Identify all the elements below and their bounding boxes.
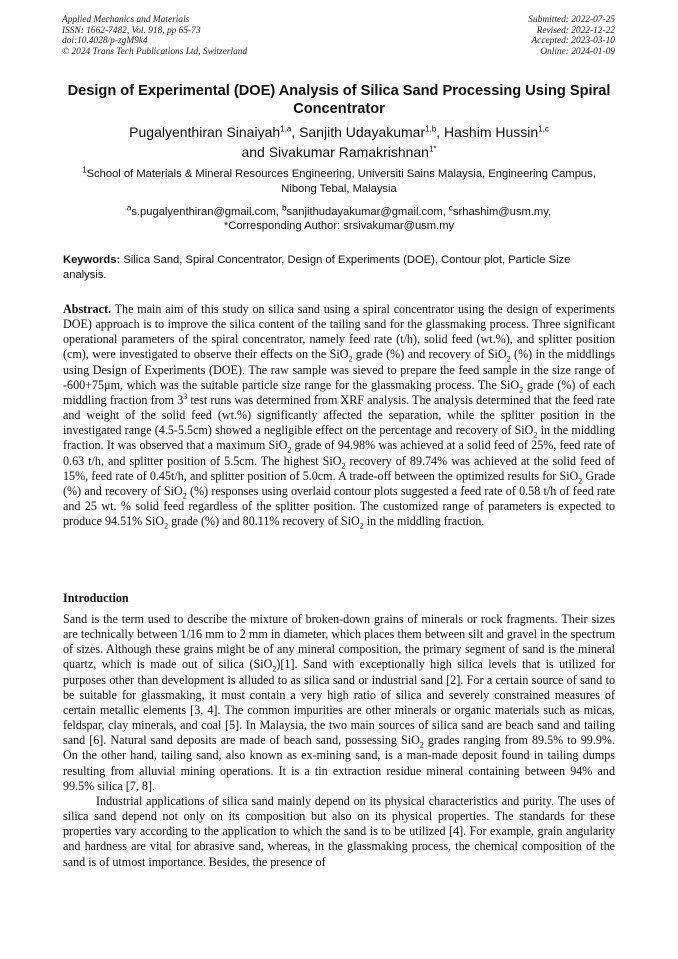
paragraph-text: grades ranging from 89.5% to 99.9%. On the other hand, tailing sand, also known as ex-mining sand, is a man-made deposit found in tailing dumps resulting from alluvial mining operations. It is a tin extraction residue mineral containing between 94% and 99.5% silica [7, 8]. — [63, 733, 615, 793]
subscript: 2 — [419, 740, 424, 750]
abstract-text: The main aim of this study on silica sand using a spiral concentrator using the design of experiments DOE) approach is to improve the silica content of the tailing sand for the glassmaking process. Three significant operational parameters of the spiral concentrator, namely feed rate (t/h), solid feed (wt.%), and splitter position (cm), were investigated to observe their effects on the SiO — [63, 302, 616, 362]
paragraph-text: )[1]. Sand with exceptionally high silica levels that is utilized for purposes other than development is alluded to as silica sand or industrial sand [2]. For a certain source of sand to be suitable for glassmaking, it must contain a very high ratio of silica and severely constrained measures of certain metallic elements [3, 4]. The common impurities are other minerals or organic materials such as micas, feldspar, clay minerals, and coal [5]. In Malaysia, the two main sources of silica sand are beach sand and tailing sand [6]. Natural sand deposits are made of beach sand, possessing SiO — [63, 657, 615, 748]
author-emails: $^a$s.pugalyenthiran@gmail.com, $^b$sanjithudayakumar@gmail.com, $^c$srhashim@usm.my, *Corresponding Author: srsivakumar@usm.my — [126, 203, 552, 233]
abstract-text: test runs was determined from XRF analysis. The analysis determined that the feed rate and weight of the solid feed (wt.%) significantly affected the separation, while the splitter position in the investigated range (4.5-5.5cm) showed a negligible effect on the percentage and recovery of SiO — [63, 392, 615, 438]
section-heading-introduction: Introduction — [63, 591, 129, 605]
journal-issn: ISSN: 1662-7482, Vol. 918, pp 65-73 — [62, 25, 201, 36]
accepted-date: Accepted: 2023-03-10 — [531, 36, 615, 47]
subscript: 2 — [348, 354, 353, 364]
introduction-body — [63, 612, 615, 870]
email-a[interactable]: s.pugalyenthiran@gmail.com, — [131, 206, 279, 218]
paragraph-text: Sand is the term used to describe the mixture of broken-down grains of minerals or rock fragments. Their sizes are technically between 1/16 mm to 2 mm in diameter, which places them between silt and gravel in the spectrum of sizes. Although these grains might be of any mineral composition, the primary segment of sand is the mineral quartz, which is made out of silica (SiO — [63, 612, 615, 672]
author-name: Hashim Hussin — [444, 124, 539, 140]
journal-doi[interactable]: doi:10.4028/p-zgM9k4 — [62, 36, 148, 47]
author-affiliation-mark: 1,c — [538, 124, 549, 134]
abstract-text: grade (%) of each middling fraction from 3 — [63, 377, 615, 407]
abstract-text: Grade (%) and recovery of SiO — [63, 468, 616, 498]
keywords — [63, 253, 615, 282]
author-name: Sivakumar Ramakrishnan — [268, 144, 429, 160]
abstract-text: (%) in the middlings using Design of Experiments (DOE). The raw sample was sieved to prepare the feed sample in the size range of -600+75μm, which was the suitable particle size range for the glassmaking process. The SiO — [63, 347, 615, 392]
abstract-text: recovery of 89.74% was achieved at the solid feed of 15%, feed rate of 0.45t/h, and splitter position of 5.0cm. A trade-off between the optimized results for SiO — [63, 453, 615, 483]
subscript: 2 — [533, 430, 538, 440]
journal-copyright: © 2024 Trans Tech Publications Ltd, Switzerland — [62, 46, 248, 57]
subscript: 2 — [287, 445, 292, 455]
author-affiliation-mark: 1,b — [425, 124, 437, 134]
abstract-text: grade (%) and 80.11% recovery of SiO — [168, 514, 360, 529]
author-affiliation-mark: 1* — [428, 144, 437, 154]
abstract-label: Abstract. — [63, 302, 112, 316]
online-date: Online: 2024-01-09 — [540, 46, 615, 57]
subscript: 2 — [506, 354, 511, 364]
abstract-text: grade of 94.98% was achieved at a solid feed of 25%, feed rate of 0.63 t/h, and splitter position of 5.5cm. The highest SiO — [63, 438, 615, 468]
abstract-text: in the middling fraction. It was observed that a maximum SiO — [63, 423, 615, 453]
author-affiliation-mark: 1,a — [280, 124, 292, 134]
subscript: 2 — [272, 664, 277, 674]
subscript: 2 — [359, 521, 364, 531]
subscript: 2 — [164, 521, 169, 531]
affiliation-mark: 1 — [82, 165, 87, 175]
author-list: Pugalyenthiran Sinaiyah$^{1,a}$, Sanjith Udayakumar$^{1,b}$, Hashim Hussin$^{1,c}$ and Sivakumar Ramakrishnan$^{1*}$ — [129, 124, 549, 160]
superscript: 3 — [183, 391, 188, 401]
submitted-date: Submitted: 2022-07-25 — [528, 15, 615, 25]
paragraph — [63, 612, 615, 794]
keywords-text: Silica Sand, Spiral Concentrator, Design of Experiments (DOE), Contour plot, Particle Size analysis. — [63, 254, 571, 281]
affiliation-text: School of Materials & Mineral Resources Engineering, Universiti Sains Malaysia, Engineering Campus, Nibong Tebal, Malaysia — [86, 168, 596, 195]
paragraph: Industrial applications of silica sand mainly depend on its physical characteristics and purity. The uses of silica sand depend not only on its composition but also on its physical properties. The standards for these properties vary according to the application to which the sand is to be utilized [4]. For example, grain angularity and hardness are vital for abrasive sand, whereas, in the glassmaking process, the chemical composition of the sand is of utmost importance. Besides, the presence of — [63, 793, 615, 869]
subscript: 2 — [578, 476, 583, 486]
affiliation — [70, 167, 608, 197]
corresponding-author: *Corresponding Author: srsivakumar@usm.my — [223, 220, 455, 233]
subscript: 2 — [182, 491, 187, 501]
journal-header-left — [62, 15, 247, 57]
revised-date: Revised: 2022-12-22 — [536, 25, 615, 36]
author-name: Pugalyenthiran Sinaiyah — [129, 124, 281, 140]
email-b[interactable]: sanjithudayakumar@gmail.com, — [286, 206, 446, 218]
journal-name: Applied Mechanics and Materials — [62, 15, 190, 25]
subscript: 2 — [519, 385, 524, 395]
subscript: 2 — [341, 460, 346, 470]
keywords-label: Keywords: — [63, 254, 121, 266]
journal-header-right — [528, 15, 615, 57]
abstract-text: in the middling fraction. — [363, 514, 485, 529]
abstract-text: grade (%) and recovery of SiO — [352, 347, 507, 362]
abstract — [63, 302, 615, 529]
author-name: Sanjith Udayakumar — [299, 124, 426, 140]
email-c[interactable]: srhashim@usm.my, — [452, 206, 552, 218]
abstract-text: (%) responses using overlaid contour plots suggested a feed rate of 0.58 t/h of feed rate and 25 wt. % solid feed regardless of the splitter position. The customized range of parameters is expected to produce 94.51% SiO — [63, 483, 615, 529]
paper-title: Design of Experimental (DOE) Analysis of Silica Sand Processing Using Spiral Concentrator — [67, 83, 611, 117]
